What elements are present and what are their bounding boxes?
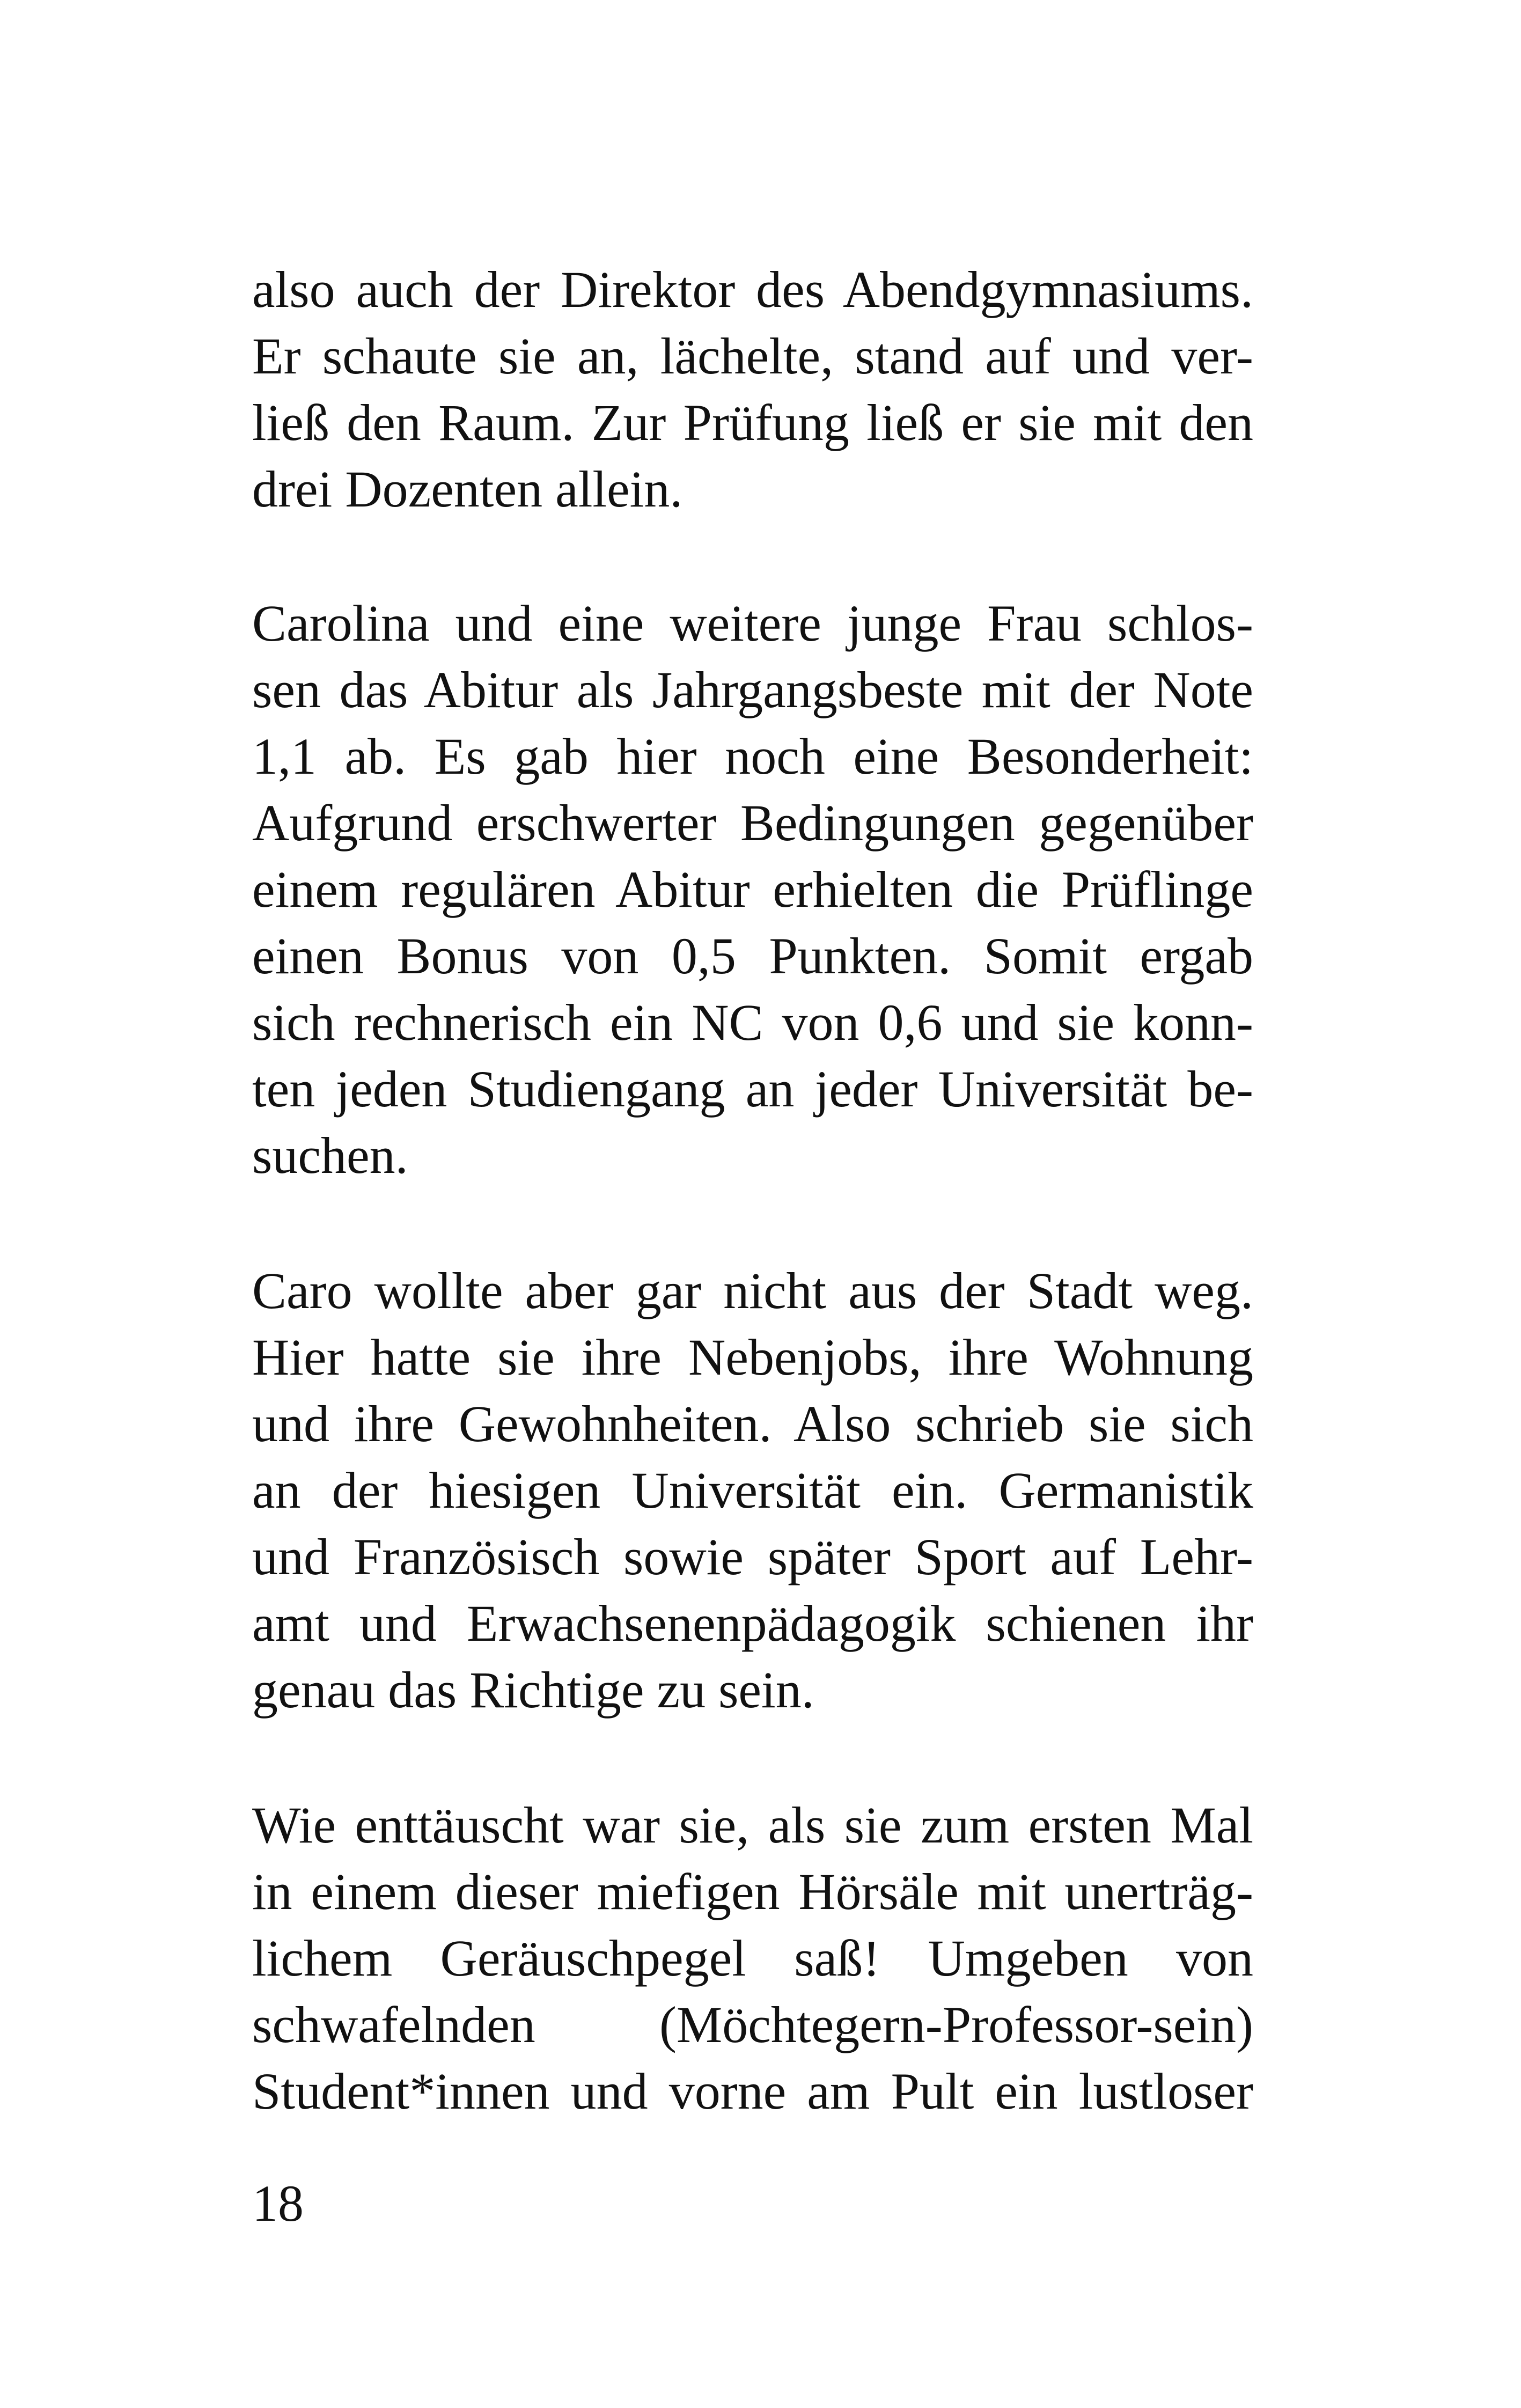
- paragraph-line: und ihre Gewohnheiten. Also schrieb sie sich: [252, 1395, 1253, 1452]
- paragraph-3: [252, 1258, 1253, 1723]
- paragraph-line: ließ den Raum. Zur Prüfung ließ er sie mit den: [252, 394, 1253, 451]
- paragraph-line: drei Dozenten allein.: [252, 460, 683, 518]
- page-number: 18: [252, 2175, 304, 2232]
- paragraph-line: in einem dieser miefigen Hörsäle mit unerträg-: [252, 1863, 1253, 1920]
- paragraph-line: Er schaute sie an, lächelte, stand auf und ver-: [252, 327, 1253, 385]
- paragraph-4: [252, 1792, 1253, 2125]
- paragraph-line: Caro wollte aber gar nicht aus der Stadt weg.: [252, 1262, 1253, 1319]
- paragraph-line: Wie enttäuscht war sie, als sie zum ersten Mal: [252, 1796, 1253, 1854]
- paragraph-line: sich rechnerisch ein NC von 0,6 und sie konn-: [252, 994, 1253, 1051]
- paragraph-line: genau das Richtige zu sein.: [252, 1661, 814, 1719]
- paragraph-line: also auch der Direktor des Abendgymnasiums.: [252, 261, 1253, 318]
- paragraph-line: einen Bonus von 0,5 Punkten. Somit ergab: [252, 927, 1253, 985]
- paragraph-line: Aufgrund erschwerter Bedingungen gegenüber: [252, 794, 1253, 851]
- paragraph-line: Carolina und eine weitere junge Frau schlos-: [252, 594, 1253, 652]
- paragraph-2: [252, 590, 1253, 1189]
- paragraph-line: sen das Abitur als Jahrgangsbeste mit der Note: [252, 661, 1253, 718]
- paragraph-line: ten jeden Studiengang an jeder Universität be-: [252, 1060, 1253, 1118]
- paragraph-line: Hier hatte sie ihre Nebenjobs, ihre Wohnung: [252, 1328, 1253, 1386]
- paragraph-1: [252, 256, 1253, 523]
- paragraph-line: suchen.: [252, 1127, 408, 1184]
- paragraph-line: und Französisch sowie später Sport auf Lehr-: [252, 1528, 1253, 1585]
- paragraph-line: 1,1 ab. Es gab hier noch eine Besonderheit:: [252, 728, 1253, 785]
- paragraph-line: schwafelnden (Möchtegern-Professor-sein): [252, 1996, 1253, 2053]
- paragraph-line: lichem Geräuschpegel saß! Umgeben von: [252, 1929, 1253, 1987]
- paragraph-line: Student*innen und vorne am Pult ein lustloser: [252, 2062, 1253, 2120]
- paragraph-line: amt und Erwachsenenpädagogik schienen ihr: [252, 1595, 1253, 1652]
- paragraph-line: einem regulären Abitur erhielten die Prüflinge: [252, 861, 1253, 918]
- paragraph-line: an der hiesigen Universität ein. Germanistik: [252, 1462, 1253, 1519]
